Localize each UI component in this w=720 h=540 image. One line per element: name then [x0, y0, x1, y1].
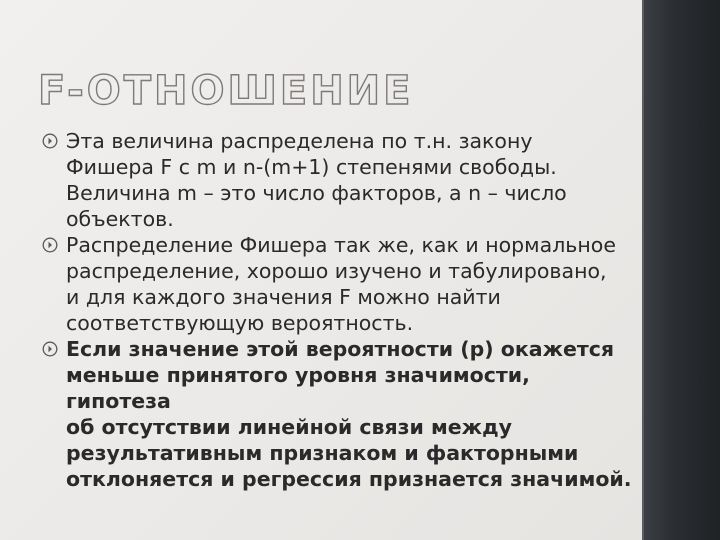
- bullet-item: [40, 336, 640, 492]
- bullet-line: об отсутствии линейной связи между: [66, 415, 513, 439]
- bullet-item: [40, 232, 640, 336]
- bullet-line: Фишера F с m и n-(m+1) степенями свободы.: [66, 155, 557, 179]
- side-decoration-band: [642, 0, 720, 540]
- bullet-list: [40, 128, 640, 492]
- bullet-line: отклоняется и регрессия признается значимой.: [66, 467, 632, 491]
- slide-title: F-ОТНОШЕНИЕ: [38, 68, 414, 114]
- bullet-item: [40, 128, 640, 232]
- bullet-line: соответствующую вероятность.: [66, 311, 414, 335]
- circled-arrow-icon: [42, 237, 58, 253]
- bullet-line: объектов.: [66, 207, 174, 231]
- bullet-line: результативным признаком и факторными: [66, 441, 579, 465]
- bullet-line: Эта величина распределена по т.н. закону: [66, 129, 533, 153]
- circled-arrow-icon: [42, 341, 58, 357]
- circled-arrow-icon: [42, 133, 58, 149]
- bullet-line: Распределение Фишера так же, как и нормальное: [66, 233, 616, 257]
- bullet-line: Величина m – это число факторов, а n – число: [66, 181, 567, 205]
- bullet-line: меньше принятого уровня значимости, гипотеза: [66, 363, 530, 413]
- bullet-line: Если значение этой вероятности (p) окажется: [66, 337, 615, 361]
- bullet-line: и для каждого значения F можно найти: [66, 285, 501, 309]
- bullet-line: распределение, хорошо изучено и табулировано,: [66, 259, 607, 283]
